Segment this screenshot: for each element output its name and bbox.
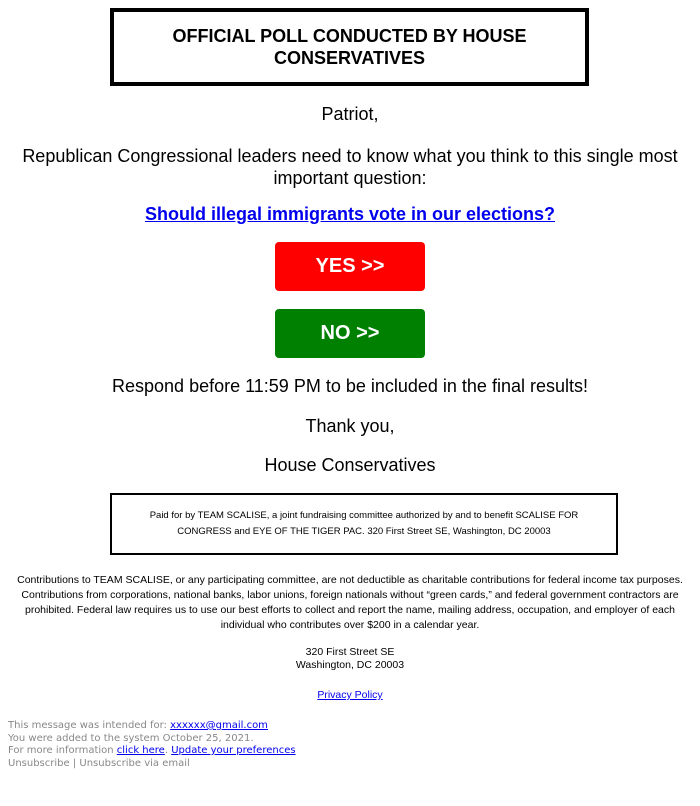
signature-text: House Conservatives [264,455,436,475]
intro-text: Republican Congressional leaders need to know what you think to this single most important question: [22,146,678,188]
click-here-link[interactable]: click here [116,745,165,756]
privacy-policy-link[interactable]: Privacy Policy [317,689,383,701]
poll-header-box [110,8,589,86]
address-line-1: 320 First Street SE [305,646,395,658]
intended-for-label: This message was intended for: [8,720,171,731]
disclaimer-text: Contributions to TEAM SCALISE, or any participating committee, are not deductible as charitable contributions for federal income tax purposes. Contributions from corporations, national banks, labor unions, foreign nationals without “green cards,” and federal government contractors are prohibited. Federal law requires us to use our best efforts to collect and report the name, mailing address, occupation, and employer of each individual who contributes over $200 in a calendar year. [17,574,683,631]
question-container [0,203,700,225]
paid-for-text: Paid for by TEAM SCALISE, a joint fundraising committee authorized by and to benefit SCALISE FOR CONGRESS and EYE OF THE TIGER PAC. 320 First Street SE, Washington, DC 20003 [149,510,579,537]
pipe-separator: | [69,757,80,769]
question-link[interactable]: Should illegal immigrants vote in our elections? [144,204,556,224]
update-preferences-link[interactable]: Update your preferences [171,745,296,756]
deadline-text: Respond before 11:59 PM to be included in the final results! [112,376,588,396]
no-button[interactable]: NO >> [275,309,425,358]
unsubscribe-email-link[interactable]: Unsubscribe via email [79,757,190,769]
more-info-label: For more information [8,745,117,756]
unsubscribe-line [8,758,296,771]
yes-button[interactable]: YES >> [275,242,425,291]
paid-for-box [110,493,618,555]
unsubscribe-link[interactable]: Unsubscribe [8,757,70,769]
more-info-line [8,745,296,758]
intended-for-line [8,720,296,733]
poll-title: OFFICIAL POLL CONDUCTED BY HOUSE CONSERVATIVES [172,26,527,68]
separator-text: . [164,745,172,756]
email-footer [8,720,296,770]
thanks-text: Thank you, [305,416,395,436]
mailing-address [0,646,700,672]
address-line-2: Washington, DC 20003 [295,659,405,671]
recipient-email-link[interactable]: xxxxxx@gmail.com [170,720,268,731]
greeting: Patriot, [321,104,379,124]
privacy-container [0,689,700,702]
added-date-line: You were added to the system October 25, 2021. [8,732,254,744]
